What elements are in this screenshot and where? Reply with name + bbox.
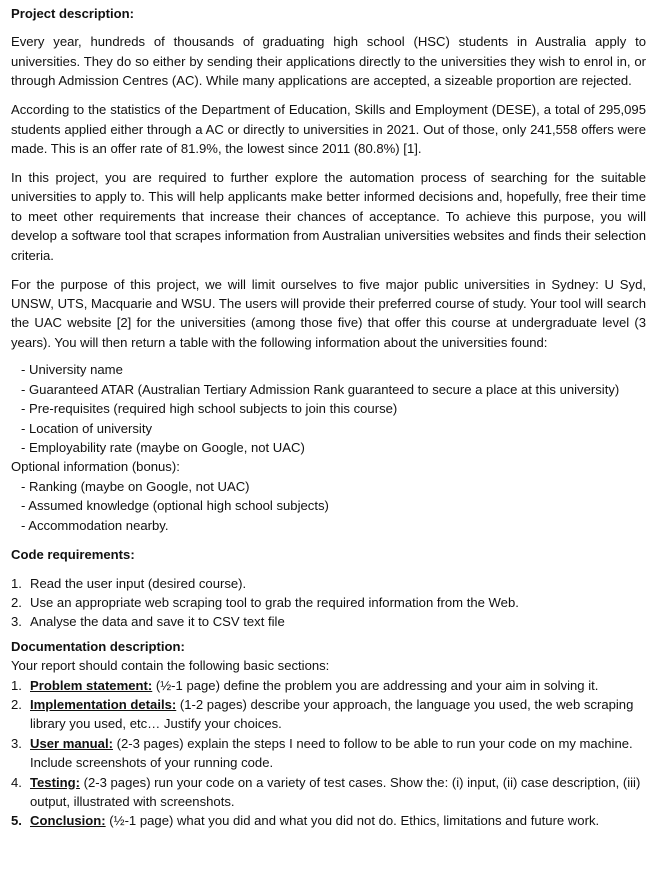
list-item: - University name	[21, 362, 123, 378]
documentation-heading: Documentation description:	[11, 638, 185, 654]
item-text: (½-1 page) what you did and what you did not do. Ethics, limitations and future work.	[105, 813, 600, 829]
paragraph-statistics: According to the statistics of the Department of Education, Skills and Employment (DESE), a total of 295,095 students applied either through a AC or directly to universities in 2021. Out of those, only 241,558 offers were made. This is an offer rate of 81.9%, the lowest since 2011 (80.8%) [1].	[11, 102, 646, 157]
item-title: Problem statement:	[30, 677, 153, 693]
item-number: 3.	[11, 614, 22, 630]
project-description-heading: Project description:	[11, 6, 134, 21]
paragraph-task: In this project, you are required to further explore the automation process of searching for the suitable universities to apply to. This will help applicants make better informed decisions and, hopefully, free their time to meet other requirements that increase their chances of acceptance. To achieve this purpose, you will develop a software tool that scrapes information from Australian universities websites and finds their selection criteria.	[11, 170, 646, 263]
list-item	[11, 612, 646, 631]
item-text: (2-3 pages) explain the steps I need to follow to be able to run your code on my machine. Include screenshots of your running code.	[30, 735, 633, 771]
item-text: (½-1 page) define the problem you are addressing and your aim in solving it.	[152, 677, 599, 693]
item-number: 3.	[11, 735, 22, 751]
item-text: Read the user input (desired course).	[30, 575, 247, 591]
item-number: 1.	[11, 575, 22, 591]
item-text: (1-2 pages) describe your approach, the language you used, the web scraping library you used, etc… Justify your choices.	[30, 696, 634, 732]
list-item	[11, 695, 646, 734]
documentation-sections-list	[11, 676, 646, 831]
item-title: Conclusion:	[30, 813, 106, 829]
item-number: 4.	[11, 774, 22, 790]
list-item	[11, 593, 646, 612]
code-requirements-heading: Code requirements:	[11, 546, 135, 562]
list-item: - Pre-requisites (required high school subjects to join this course)	[21, 401, 398, 417]
list-item	[11, 811, 646, 830]
paragraph-scope: For the purpose of this project, we will limit ourselves to five major public universities in Sydney: U Syd, UNSW, UTS, Macquarie and WSU. The users will provide their preferred course of study. Your tool will search the UAC website [2] for the universities (among those five) that offer this course at undergraduate level (3 years). You will then return a table with the following information about the universities found:	[11, 276, 646, 350]
list-item: - Guaranteed ATAR (Australian Tertiary Admission Rank guaranteed to secure a place at this university)	[21, 381, 620, 397]
item-number: 2.	[11, 696, 22, 712]
item-title: Implementation details:	[30, 696, 177, 712]
item-number: 1.	[11, 677, 22, 693]
list-item	[11, 574, 646, 593]
list-item	[11, 734, 646, 773]
required-info-list	[21, 360, 646, 457]
optional-info-label: Optional information (bonus):	[11, 459, 180, 475]
item-title: User manual:	[30, 735, 113, 751]
paragraph-intro: Every year, hundreds of thousands of graduating high school (HSC) students in Australia apply to universities. They do so either by sending their applications directly to the universities they wish to enrol in, or through Admission Centres (AC). While many applications are accepted, a sizeable proportion are rejected.	[11, 34, 646, 89]
item-text: (2-3 pages) run your code on a variety of test cases. Show the: (i) input, (ii) case description, (iii) output, illustrated with screenshots.	[30, 774, 641, 809]
list-item: - Accommodation nearby.	[21, 517, 169, 533]
list-item: - Employability rate (maybe on Google, not UAC)	[21, 439, 305, 455]
item-number: 2.	[11, 594, 22, 610]
item-text: Use an appropriate web scraping tool to grab the required information from the Web.	[30, 594, 519, 610]
optional-info-list	[21, 477, 646, 535]
documentation-intro: Your report should contain the following basic sections:	[11, 658, 330, 674]
list-item: - Ranking (maybe on Google, not UAC)	[21, 478, 250, 494]
item-text: Analyse the data and save it to CSV text file	[30, 614, 285, 630]
item-title: Testing:	[30, 774, 80, 790]
list-item	[11, 676, 646, 695]
list-item: - Assumed knowledge (optional high school subjects)	[21, 498, 329, 514]
list-item	[11, 773, 646, 812]
item-number: 5.	[11, 813, 22, 829]
list-item: - Location of university	[21, 420, 153, 436]
code-requirements-list	[11, 574, 646, 632]
